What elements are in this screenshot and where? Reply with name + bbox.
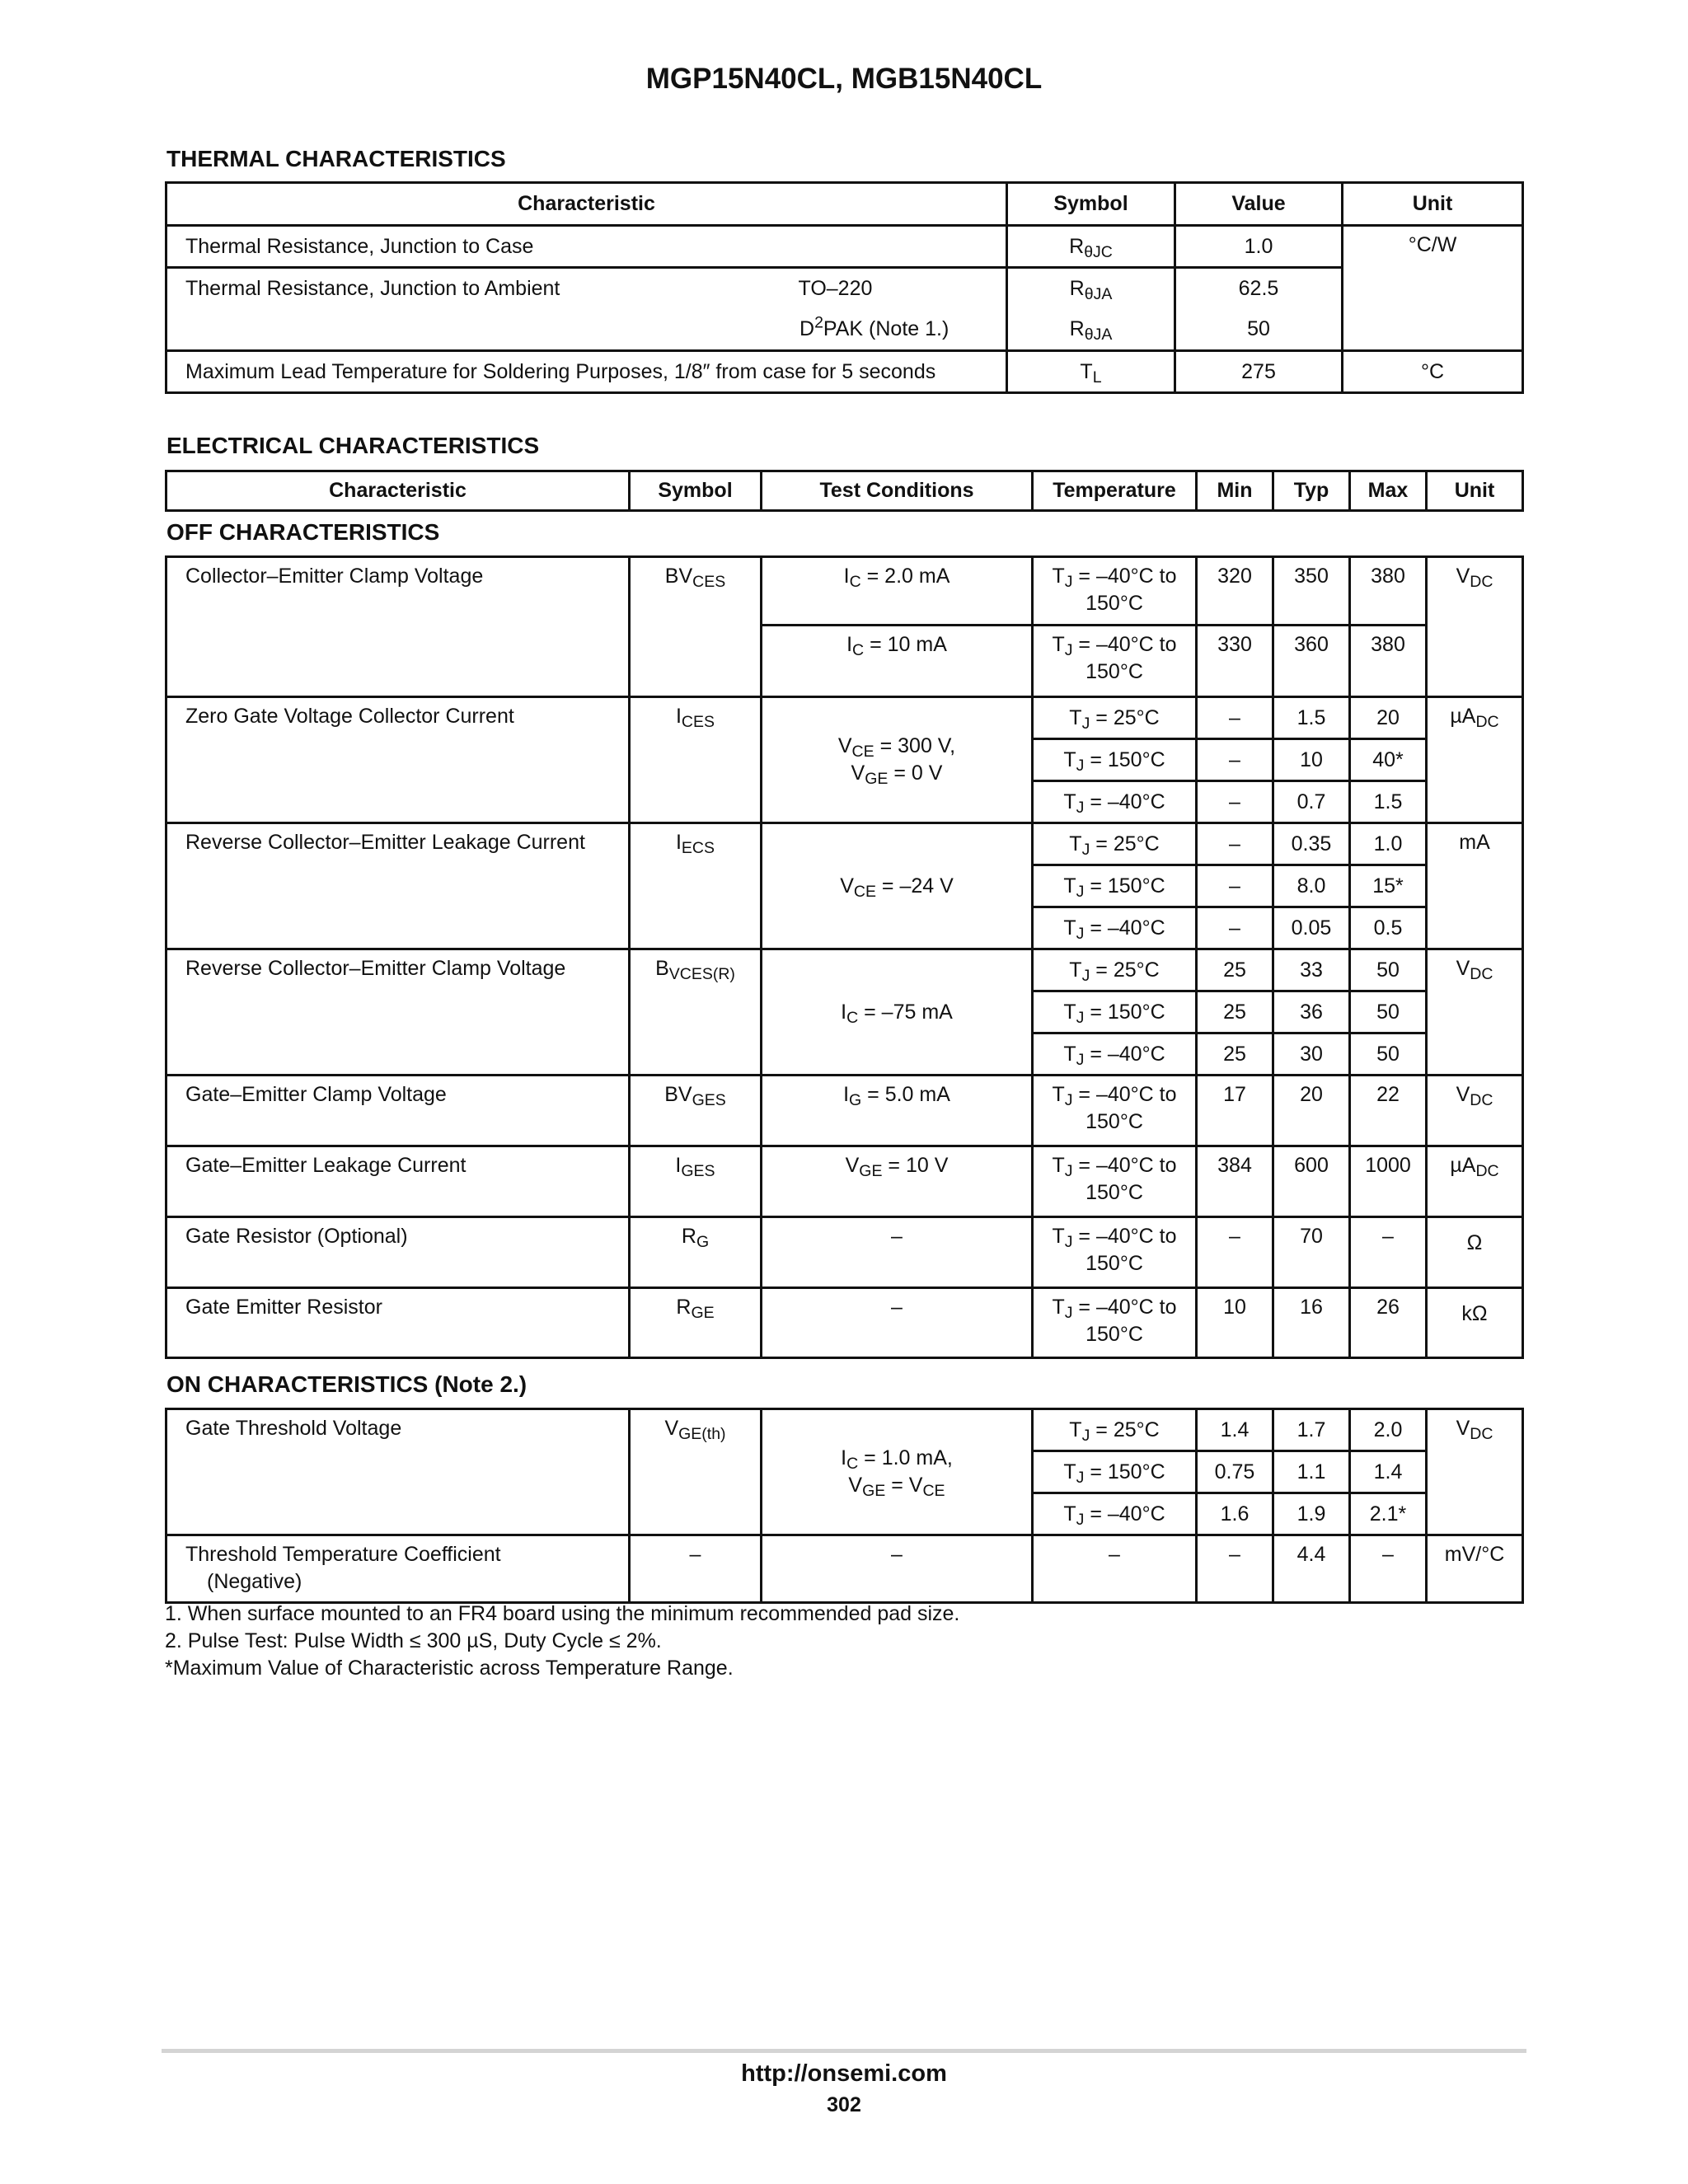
table-row — [166, 823, 1523, 865]
thermal-table — [165, 181, 1524, 394]
table-row — [166, 1288, 1523, 1358]
footer-divider — [162, 2049, 1526, 2053]
cell-symbol: $I_{CES}$ — [630, 697, 762, 823]
cell-max: – — [1350, 1535, 1427, 1603]
cell-typ: 0.05 — [1273, 907, 1350, 949]
cell-characteristic: Zero Gate Voltage Collector Current — [166, 697, 630, 823]
cell-min: – — [1197, 865, 1273, 907]
cell-unit: $V_{DC}$ — [1427, 1076, 1523, 1146]
cell-max: 50 — [1350, 1033, 1427, 1076]
cell-typ: 1.1 — [1273, 1451, 1350, 1493]
col-value: Value — [1175, 183, 1343, 226]
table-row — [166, 226, 1523, 268]
cell-min: – — [1197, 739, 1273, 781]
cell-min: 320 — [1197, 557, 1273, 626]
cell-max: 0.5 — [1350, 907, 1427, 949]
cell-unit: $V_{DC}$ — [1427, 1409, 1523, 1535]
cell-typ: 30 — [1273, 1033, 1350, 1076]
cell-typ: 33 — [1273, 949, 1350, 991]
on-characteristics-table — [165, 1408, 1524, 1604]
table-row — [166, 1076, 1523, 1146]
electrical-header-row — [166, 471, 1523, 511]
cell-typ: 0.35 — [1273, 823, 1350, 865]
col-max: Max — [1350, 471, 1427, 511]
off-characteristics-heading: OFF CHARACTERISTICS — [166, 519, 440, 545]
cell-condition: – — [762, 1288, 1033, 1358]
cell-typ: 1.9 — [1273, 1493, 1350, 1535]
cell-typ: 4.4 — [1273, 1535, 1350, 1603]
page-title: MGP15N40CL, MGB15N40CL — [645, 63, 1043, 95]
table-row — [166, 557, 1523, 626]
table-row — [166, 351, 1523, 393]
cell-temperature: $T_J = 150^\circ C$ — [1033, 991, 1197, 1033]
cell-typ: 70 — [1273, 1217, 1350, 1288]
cell-characteristic: Gate–Emitter Leakage Current — [166, 1146, 630, 1217]
cell-max: 2.1* — [1350, 1493, 1427, 1535]
cell-max: 2.0 — [1350, 1409, 1427, 1451]
cell-value: 1.0 — [1175, 226, 1343, 268]
cell-symbol: $B_{VCES(R)}$ — [630, 949, 762, 1076]
footnotes — [165, 1601, 959, 1682]
col-min: Min — [1197, 471, 1273, 511]
package-d2pak: $D^2PAK$ (Note 1.) — [799, 313, 950, 341]
cell-max: 40* — [1350, 739, 1427, 781]
cell-characteristic: Reverse Collector–Emitter Leakage Current — [166, 823, 630, 949]
cell-temperature: $T_J = -40^\circ C$ to 150°C — [1033, 1146, 1197, 1217]
cell-temperature: $T_J = 150^\circ C$ — [1033, 1451, 1197, 1493]
cell-typ: 1.7 — [1273, 1409, 1350, 1451]
cell-symbol: – — [630, 1535, 762, 1603]
cell-min: 25 — [1197, 991, 1273, 1033]
table-row — [166, 310, 1523, 351]
page-number: 302 — [827, 2093, 861, 2116]
cell-max: 50 — [1350, 949, 1427, 991]
col-temperature: Temperature — [1033, 471, 1197, 511]
footnote-1: 1. When surface mounted to an FR4 board using the minimum recommended pad size. — [165, 1602, 960, 1625]
cell-temperature: $T_J = 25^\circ C$ — [1033, 697, 1197, 739]
cell-min: 0.75 — [1197, 1451, 1273, 1493]
cell-characteristic: Gate Threshold Voltage — [166, 1409, 630, 1535]
table-row — [166, 1535, 1523, 1603]
on-characteristics-heading: ON CHARACTERISTICS (Note 2.) — [166, 1371, 528, 1397]
cell-unit: mV/°C — [1427, 1535, 1523, 1603]
cell-characteristic: Gate Emitter Resistor — [166, 1288, 630, 1358]
cell-max: 22 — [1350, 1076, 1427, 1146]
cell-symbol: $BV_{GES}$ — [630, 1076, 762, 1146]
table-row — [166, 949, 1523, 991]
footnote-asterisk: *Maximum Value of Characteristic across Temperature Range. — [165, 1657, 734, 1680]
cell-temperature: $T_J = 25^\circ C$ — [1033, 1409, 1197, 1451]
cell-typ: 350 — [1273, 557, 1350, 626]
cell-symbol: $R_{GE}$ — [630, 1288, 762, 1358]
cell-max: – — [1350, 1217, 1427, 1288]
cell-temperature: $T_J = -40^\circ C$ to 150°C — [1033, 1217, 1197, 1288]
cell-condition: $I_C = 1.0$ mA, $V_{GE} = V_{CE}$ — [762, 1409, 1033, 1535]
cell-unit: kΩ — [1427, 1288, 1523, 1358]
cell-temperature: $T_J = -40^\circ C$ to 150°C — [1033, 1076, 1197, 1146]
cell-condition: $I_C = 10$ mA — [762, 626, 1033, 697]
cell-min: 1.4 — [1197, 1409, 1273, 1451]
table-row — [166, 697, 1523, 739]
cell-unit: Ω — [1427, 1217, 1523, 1288]
cell-condition: – — [762, 1535, 1033, 1603]
cell-min: 330 — [1197, 626, 1273, 697]
cell-unit: µA$_{DC}$ — [1427, 1146, 1523, 1217]
cell-temperature: $T_J = -40^\circ C$ to 150°C — [1033, 1288, 1197, 1358]
table-row — [166, 1146, 1523, 1217]
cell-symbol: $BV_{CES}$ — [630, 557, 762, 697]
table-row — [166, 268, 1523, 310]
cell-max: 20 — [1350, 697, 1427, 739]
table-row — [166, 1217, 1523, 1288]
cell-max: 380 — [1350, 557, 1427, 626]
cell-condition: $V_{GE} = 10$ V — [762, 1146, 1033, 1217]
cell-symbol: $T_L$ — [1007, 351, 1175, 393]
cell-symbol: $I_{GES}$ — [630, 1146, 762, 1217]
col-typ: Typ — [1273, 471, 1350, 511]
cell-temperature: $T_J = -40^\circ C$ — [1033, 781, 1197, 823]
cell-unit: °C/W — [1343, 226, 1523, 351]
cell-max: 15* — [1350, 865, 1427, 907]
cell-max: 50 — [1350, 991, 1427, 1033]
cell-symbol: $R_{\theta JA}$ — [1007, 268, 1175, 310]
cell-min: – — [1197, 1217, 1273, 1288]
cell-min: – — [1197, 697, 1273, 739]
package-to220: TO–220 — [798, 277, 873, 301]
cell-characteristic: Thermal Resistance, Junction to Case — [166, 226, 1007, 268]
col-unit: Unit — [1343, 183, 1523, 226]
cell-condition: $V_{CE} = -24$ V — [762, 823, 1033, 949]
cell-min: – — [1197, 823, 1273, 865]
cell-condition: $V_{CE} = 300$ V, $V_{GE} = 0$ V — [762, 697, 1033, 823]
footer-url[interactable]: http://onsemi.com — [741, 2060, 947, 2087]
cell-min: 25 — [1197, 949, 1273, 991]
thermal-heading: THERMAL CHARACTERISTICS — [166, 146, 506, 171]
cell-temperature: $T_J = 25^\circ C$ — [1033, 949, 1197, 991]
cell-unit: $V_{DC}$ — [1427, 949, 1523, 1076]
footnote-2: 2. Pulse Test: Pulse Width ≤ 300 µS, Duty Cycle ≤ 2%. — [165, 1629, 662, 1652]
cell-unit: mA — [1427, 823, 1523, 949]
cell-temperature: – — [1033, 1535, 1197, 1603]
cell-temperature: $T_J = -40^\circ C$ to 150°C — [1033, 557, 1197, 626]
cell-package — [166, 310, 1007, 351]
electrical-header-table — [165, 470, 1524, 512]
cell-min: 17 — [1197, 1076, 1273, 1146]
cell-characteristic: Collector–Emitter Clamp Voltage — [166, 557, 630, 697]
cell-max: 1.0 — [1350, 823, 1427, 865]
cell-typ: 10 — [1273, 739, 1350, 781]
table-row — [166, 1409, 1523, 1451]
cell-min: – — [1197, 907, 1273, 949]
off-characteristics-table — [165, 555, 1524, 1359]
cell-typ: 360 — [1273, 626, 1350, 697]
cell-typ: 600 — [1273, 1146, 1350, 1217]
cell-max: 380 — [1350, 626, 1427, 697]
cell-condition: $I_C = 2.0$ mA — [762, 557, 1033, 626]
col-unit: Unit — [1427, 471, 1523, 511]
cell-temperature: $T_J = -40^\circ C$ — [1033, 1033, 1197, 1076]
cell-max: 26 — [1350, 1288, 1427, 1358]
col-characteristic: Characteristic — [166, 183, 1007, 226]
cell-temperature: $T_J = 150^\circ C$ — [1033, 739, 1197, 781]
cell-temperature: $T_J = -40^\circ C$ — [1033, 907, 1197, 949]
cell-value: 275 — [1175, 351, 1343, 393]
col-test-conditions: Test Conditions — [762, 471, 1033, 511]
cell-symbol: $R_{\theta JC}$ — [1007, 226, 1175, 268]
thermal-header-row — [166, 183, 1523, 226]
cell-typ: 20 — [1273, 1076, 1350, 1146]
cell-temperature: $T_J = 25^\circ C$ — [1033, 823, 1197, 865]
cell-min: – — [1197, 781, 1273, 823]
cell-condition: – — [762, 1217, 1033, 1288]
on-note: (Note 2.) — [434, 1371, 528, 1397]
cell-value: 62.5 — [1175, 268, 1343, 310]
cell-characteristic — [166, 268, 1007, 310]
cell-min: 384 — [1197, 1146, 1273, 1217]
cell-temperature: $T_J = -40^\circ C$ to 150°C — [1033, 626, 1197, 697]
junction-ambient-label: Thermal Resistance, Junction to Ambient — [185, 277, 560, 301]
cell-symbol: $R_{\theta JA}$ — [1007, 310, 1175, 351]
cell-condition: $I_G = 5.0$ mA — [762, 1076, 1033, 1146]
cell-min: 25 — [1197, 1033, 1273, 1076]
cell-min: 10 — [1197, 1288, 1273, 1358]
cell-temperature: $T_J = 150^\circ C$ — [1033, 865, 1197, 907]
cell-temperature: $T_J = -40^\circ C$ — [1033, 1493, 1197, 1535]
cell-characteristic: Gate–Emitter Clamp Voltage — [166, 1076, 630, 1146]
cell-characteristic: Reverse Collector–Emitter Clamp Voltage — [166, 949, 630, 1076]
cell-symbol: $V_{GE(th)}$ — [630, 1409, 762, 1535]
cell-typ: 1.5 — [1273, 697, 1350, 739]
col-characteristic: Characteristic — [166, 471, 630, 511]
cell-value: 50 — [1175, 310, 1343, 351]
cell-characteristic: Threshold Temperature Coefficient (Negative) — [166, 1535, 630, 1603]
cell-max: 1.4 — [1350, 1451, 1427, 1493]
col-symbol: Symbol — [1007, 183, 1175, 226]
cell-max: 1.5 — [1350, 781, 1427, 823]
cell-unit: °C — [1343, 351, 1523, 393]
cell-characteristic: Maximum Lead Temperature for Soldering Purposes, 1/8″ from case for 5 seconds — [166, 351, 1007, 393]
cell-unit: $V_{DC}$ — [1427, 557, 1523, 697]
cell-unit: µA$_{DC}$ — [1427, 697, 1523, 823]
cell-symbol: $I_{ECS}$ — [630, 823, 762, 949]
cell-characteristic: Gate Resistor (Optional) — [166, 1217, 630, 1288]
col-symbol: Symbol — [630, 471, 762, 511]
cell-typ: 36 — [1273, 991, 1350, 1033]
electrical-heading: ELECTRICAL CHARACTERISTICS — [166, 433, 540, 458]
cell-symbol: $R_G$ — [630, 1217, 762, 1288]
cell-typ: 0.7 — [1273, 781, 1350, 823]
cell-typ: 16 — [1273, 1288, 1350, 1358]
cell-typ: 8.0 — [1273, 865, 1350, 907]
cell-condition: $I_C = -75$ mA — [762, 949, 1033, 1076]
cell-min: 1.6 — [1197, 1493, 1273, 1535]
cell-max: 1000 — [1350, 1146, 1427, 1217]
cell-min: – — [1197, 1535, 1273, 1603]
